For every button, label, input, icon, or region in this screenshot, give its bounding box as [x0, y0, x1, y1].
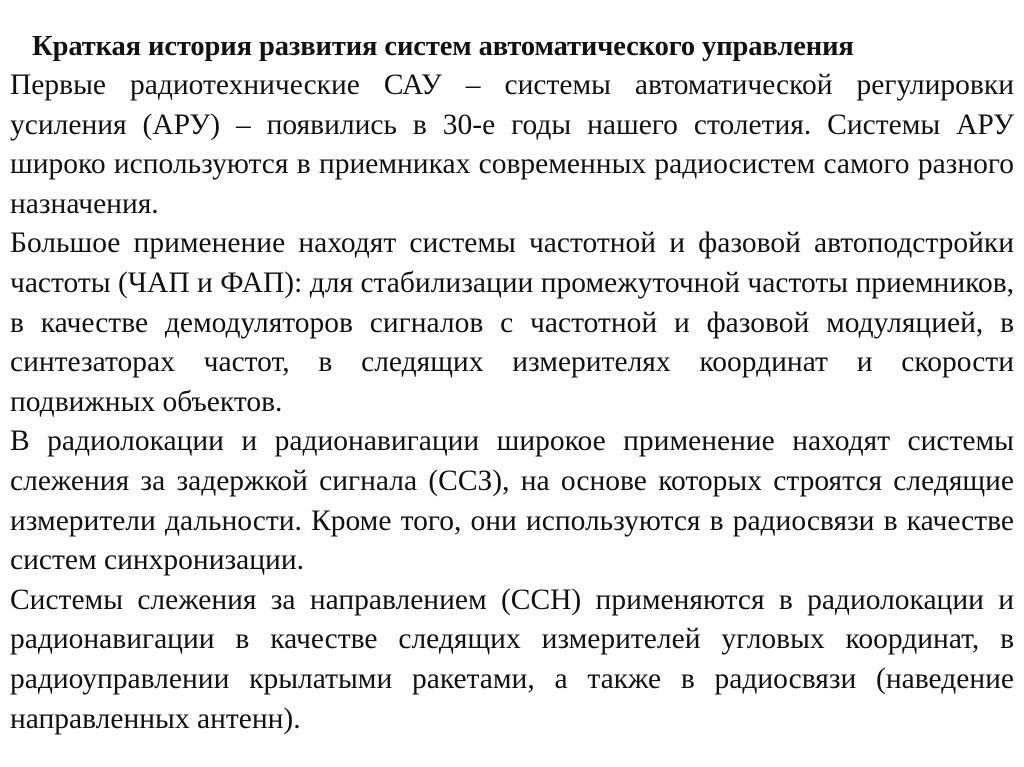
slide-body — [10, 66, 1014, 739]
paragraph-aru: Первые радиотехнические САУ – системы автоматической регулировки усиления (АРУ) – появились в 30-е годы нашего столетия. Системы АРУ широко используются в приемниках современных радиосистем самого разного назначения. — [10, 69, 1014, 220]
paragraph-ssn: Системы слежения за направлением (ССН) применяются в радиолокации и радионавигации в качестве следящих измерителей угловых координат, в радиоуправлении крылатыми ракетами, а также в радиосвязи (наведение направленных антенн). — [10, 583, 1014, 735]
paragraph-ssz: В радиолокации и радионавигации широкое применение находят системы слежения за задержкой сигнала (ССЗ), на основе которых строятся следящие измерители дальности. Кроме того, они используются в радиосвязи в качестве систем синхронизации. — [10, 425, 1014, 577]
paragraph-chap-fap: Большое применение находят системы частотной и фазовой автоподстройки частоты (ЧАП и ФАП): для стабилизации промежуточной частоты приемников, в качестве демодуляторов сигналов с частотной и фазовой модуляцией, в синтезаторах частот, в следящих измерителях координат и скорости подвижных объектов. — [10, 227, 1014, 418]
slide-title: Краткая история развития систем автоматического управления — [32, 31, 854, 62]
